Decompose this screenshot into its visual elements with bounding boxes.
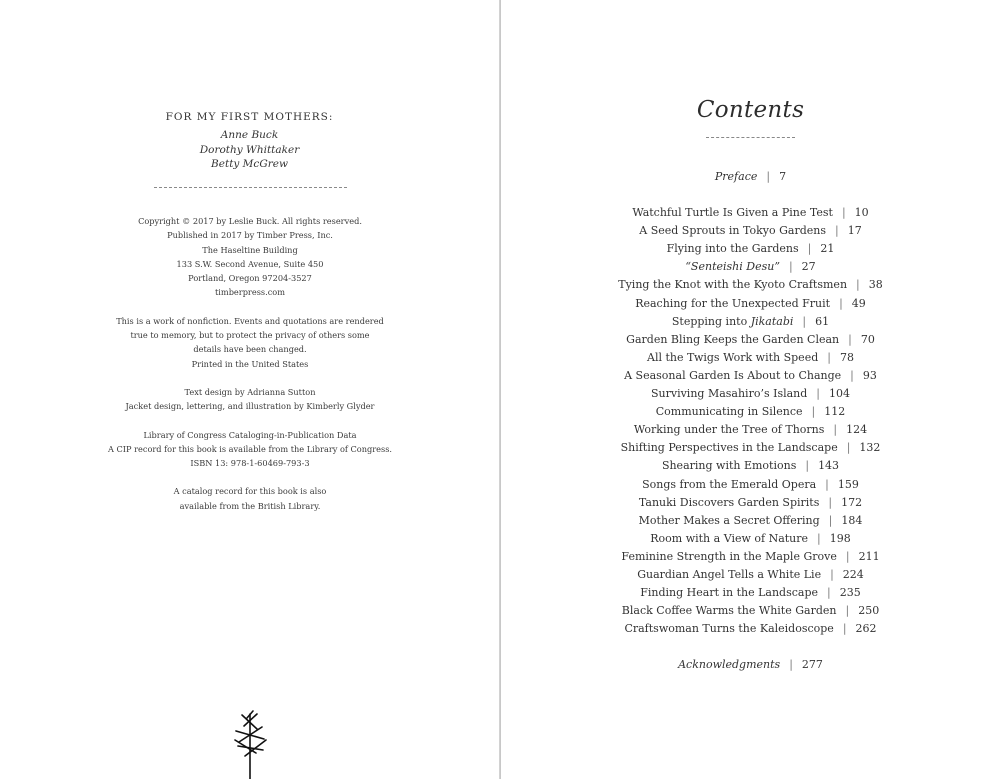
dashed-divider bbox=[154, 187, 347, 188]
toc-entry[interactable] bbox=[501, 550, 1000, 564]
toc-page-number: 112 bbox=[824, 405, 846, 419]
toc-entry[interactable] bbox=[501, 278, 1000, 292]
colophon-line: true to memory, but to protect the privacy of others some bbox=[130, 330, 370, 341]
toc-page-number: 17 bbox=[847, 224, 862, 238]
copyright-page bbox=[0, 0, 499, 779]
toc-entry-title-italic: Jikatabi bbox=[750, 314, 794, 328]
toc-separator: | bbox=[805, 459, 810, 473]
toc-entry-title: A Seasonal Garden Is About to Change bbox=[624, 368, 842, 382]
contents-title: Contents bbox=[696, 97, 805, 123]
toc-separator: | bbox=[816, 387, 821, 400]
toc-page-number: 27 bbox=[801, 260, 816, 274]
toc-entry[interactable] bbox=[501, 423, 1000, 437]
toc-page-number: 235 bbox=[839, 586, 861, 600]
toc-separator: | bbox=[830, 568, 834, 581]
toc-entry-title: Shifting Perspectives in the Landscape bbox=[620, 441, 838, 455]
toc-entry-title: “Senteishi Desu” bbox=[685, 260, 780, 274]
toc-entry-title: Acknowledgments bbox=[678, 658, 781, 671]
tree-branch-icon bbox=[226, 706, 276, 779]
cip-block bbox=[90, 428, 410, 471]
toc-separator: | bbox=[833, 423, 838, 437]
toc-page-number: 7 bbox=[779, 170, 787, 183]
toc-separator: | bbox=[841, 206, 846, 219]
toc-separator: | bbox=[828, 513, 833, 527]
toc-page-number: 21 bbox=[820, 242, 835, 256]
toc-entry-title: Tying the Knot with the Kyoto Craftsmen bbox=[618, 278, 848, 292]
colophon-line: Portland, Oregon 97204-3527 bbox=[188, 273, 312, 284]
toc-separator: | bbox=[856, 278, 860, 292]
toc-entry-title: Preface bbox=[714, 170, 758, 183]
toc-entry-title: Finding Heart in the Landscape bbox=[640, 586, 819, 600]
toc-page-number: 78 bbox=[839, 350, 854, 364]
toc-separator: | bbox=[788, 260, 793, 274]
toc-separator: | bbox=[846, 441, 851, 455]
toc-entry-title: Flying into the Gardens bbox=[666, 242, 799, 256]
toc-entry[interactable] bbox=[501, 369, 1000, 383]
publisher-block bbox=[90, 214, 410, 300]
toc-entry[interactable] bbox=[501, 260, 1000, 274]
toc-entry-title: Room with a View of Nature bbox=[650, 531, 809, 545]
toc-separator: | bbox=[766, 170, 771, 183]
toc-entry-title: Mother Makes a Secret Offering bbox=[638, 513, 820, 527]
toc-entry-title: Watchful Turtle Is Given a Pine Test bbox=[632, 206, 833, 219]
toc-entry-title-prefix: Stepping into bbox=[671, 314, 751, 328]
toc-separator: | bbox=[827, 586, 831, 600]
toc-entry[interactable] bbox=[501, 315, 1000, 329]
toc-separator: | bbox=[850, 368, 854, 382]
colophon-line: ISBN 13: 978-1-60469-793-3 bbox=[190, 458, 310, 469]
toc-separator: | bbox=[807, 242, 812, 256]
toc-page-number: 172 bbox=[841, 495, 863, 509]
toc-page-number: 61 bbox=[815, 314, 830, 328]
toc-page-number: 70 bbox=[860, 332, 875, 346]
toc-entry-title: Working under the Tree of Thorns bbox=[633, 423, 825, 437]
toc-entry[interactable] bbox=[501, 604, 1000, 618]
toc-separator: | bbox=[827, 350, 831, 364]
toc-separator: | bbox=[835, 224, 839, 238]
colophon-line: A CIP record for this book is available from the Library of Congress. bbox=[107, 443, 393, 454]
colophon-line: timberpress.com bbox=[215, 287, 285, 298]
toc-separator: | bbox=[789, 658, 793, 671]
toc-entry-title: Shearing with Emotions bbox=[661, 459, 797, 473]
toc-page-number: 198 bbox=[829, 531, 851, 545]
toc-entry[interactable] bbox=[501, 405, 1000, 419]
toc-page-number: 124 bbox=[846, 423, 868, 437]
toc-page-number: 104 bbox=[829, 387, 851, 400]
dedication-name: Dorothy Whittaker bbox=[199, 143, 300, 156]
toc-entry[interactable] bbox=[501, 459, 1000, 473]
colophon bbox=[90, 214, 410, 527]
toc-entry-title: Tanuki Discovers Garden Spirits bbox=[638, 495, 820, 509]
toc-entry[interactable] bbox=[501, 514, 1000, 528]
toc-entry[interactable] bbox=[501, 242, 1000, 256]
toc-entry-title: Communicating in Silence bbox=[655, 405, 803, 419]
colophon-line: Published in 2017 by Timber Press, Inc. bbox=[167, 230, 333, 241]
toc-entry[interactable] bbox=[501, 496, 1000, 510]
toc-page-number: 10 bbox=[854, 206, 869, 219]
toc-separator: | bbox=[828, 495, 833, 509]
colophon-line: Copyright © 2017 by Leslie Buck. All rights reserved. bbox=[138, 216, 362, 226]
colophon-line: Text design by Adrianna Sutton bbox=[184, 386, 316, 397]
toc-separator: | bbox=[811, 405, 816, 419]
dedication-name: Anne Buck bbox=[220, 129, 279, 141]
british-library-block bbox=[90, 484, 410, 513]
dedication-name: Betty McGrew bbox=[211, 158, 288, 170]
toc-separator: | bbox=[845, 549, 850, 563]
dedication bbox=[0, 109, 499, 172]
colophon-line: 133 S.W. Second Avenue, Suite 450 bbox=[176, 258, 324, 269]
toc-entry[interactable] bbox=[501, 206, 1000, 220]
toc-entry[interactable] bbox=[501, 532, 1000, 546]
toc-entry-acknowledgments[interactable] bbox=[501, 658, 1000, 672]
toc-entry[interactable] bbox=[501, 568, 1000, 582]
toc-page-number: 93 bbox=[862, 368, 877, 382]
toc-entry-title: Craftswoman Turns the Kaleidoscope bbox=[624, 622, 834, 636]
toc-separator: | bbox=[802, 314, 807, 328]
toc-entry[interactable] bbox=[501, 224, 1000, 238]
toc-page-number: 49 bbox=[851, 296, 866, 310]
toc-entry[interactable] bbox=[501, 478, 1000, 492]
toc-entry[interactable] bbox=[501, 297, 1000, 311]
toc-separator: | bbox=[845, 604, 850, 618]
toc-entry-title: All the Twigs Work with Speed bbox=[647, 350, 819, 364]
colophon-line: available from the British Library. bbox=[179, 500, 321, 511]
toc-page-number: 211 bbox=[858, 549, 880, 563]
toc-entry[interactable] bbox=[501, 333, 1000, 347]
toc-entry[interactable] bbox=[501, 351, 1000, 365]
toc-entry-title: Feminine Strength in the Maple Grove bbox=[621, 549, 837, 563]
toc-page-number: 159 bbox=[837, 477, 859, 491]
toc-page-number: 132 bbox=[859, 441, 881, 455]
toc-page-number: 184 bbox=[841, 513, 863, 527]
toc-entry[interactable] bbox=[501, 441, 1000, 455]
toc-entry-title bbox=[672, 315, 794, 328]
toc-entry-title: Reaching for the Unexpected Fruit bbox=[635, 296, 831, 310]
toc-separator: | bbox=[825, 477, 829, 491]
toc-entry-title: Surviving Masahiro’s Island bbox=[650, 387, 808, 400]
colophon-line: Jacket design, lettering, and illustration by Kimberly Glyder bbox=[125, 401, 375, 412]
dedication-heading: FOR MY FIRST MOTHERS: bbox=[165, 111, 334, 123]
toc-page-number: 277 bbox=[801, 658, 823, 671]
colophon-line: A catalog record for this book is also bbox=[173, 486, 327, 497]
toc-entry[interactable] bbox=[501, 622, 1000, 636]
colophon-line: Library of Congress Cataloging-in-Publication Data bbox=[143, 429, 357, 440]
colophon-line: The Haseltine Building bbox=[202, 244, 298, 255]
title-dashed-rule bbox=[706, 137, 795, 138]
contents-page bbox=[501, 0, 1000, 779]
toc-entry[interactable] bbox=[501, 387, 1000, 401]
toc-entry[interactable] bbox=[501, 586, 1000, 600]
toc-entry-title: Garden Bling Keeps the Garden Clean bbox=[626, 332, 840, 346]
design-credits-block bbox=[90, 385, 410, 414]
toc-entry-title: Songs from the Emerald Opera bbox=[642, 477, 817, 491]
toc-page-number: 38 bbox=[868, 278, 883, 292]
colophon-line: This is a work of nonfiction. Events and quotations are rendered bbox=[116, 315, 384, 326]
toc-page-number: 250 bbox=[858, 604, 880, 618]
toc-page-number: 224 bbox=[842, 568, 864, 581]
toc-entry-title: Black Coffee Warms the White Garden bbox=[621, 604, 837, 618]
disclaimer-block bbox=[90, 314, 410, 371]
toc-page-number: 143 bbox=[818, 459, 840, 473]
toc-entry-title: Guardian Angel Tells a White Lie bbox=[637, 568, 822, 581]
toc-separator: | bbox=[842, 622, 847, 636]
toc-separator: | bbox=[817, 531, 821, 545]
toc-separator: | bbox=[839, 296, 843, 310]
toc-separator: | bbox=[848, 332, 852, 346]
colophon-line: details have been changed. bbox=[193, 344, 307, 355]
colophon-line: Printed in the United States bbox=[191, 358, 309, 369]
toc-entry-title: A Seed Sprouts in Tokyo Gardens bbox=[639, 224, 826, 238]
toc-page-number: 262 bbox=[855, 622, 877, 636]
toc-entry-preface[interactable] bbox=[501, 170, 1000, 184]
